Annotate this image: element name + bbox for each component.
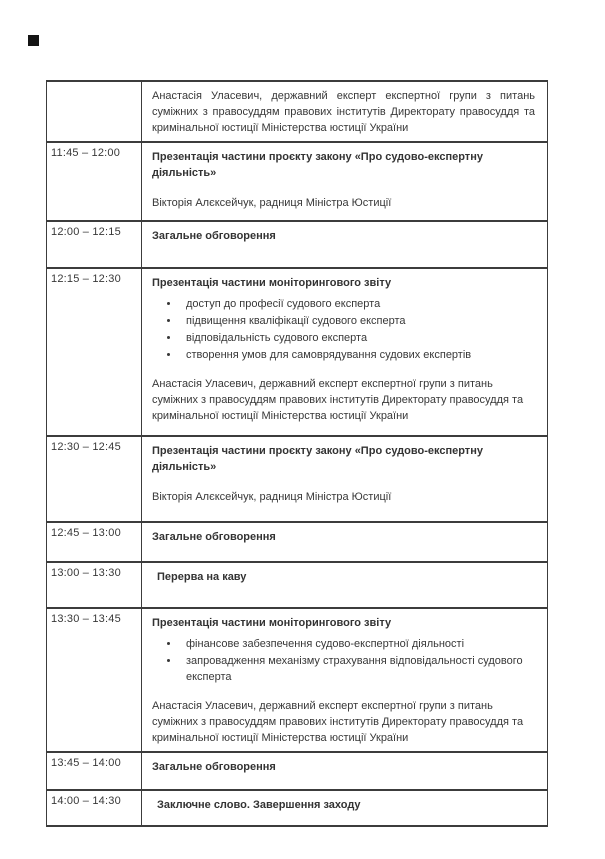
bullet-list	[152, 636, 535, 685]
bullet-item: • підвищення кваліфікації судового експерта	[180, 313, 535, 329]
bullet-item: • фінансове забезпечення судово-експертної діяльності	[180, 636, 535, 652]
bullet-item: • створення умов для самоврядування судових експертів	[180, 347, 535, 363]
time-cell: 13:30 – 13:45	[47, 608, 142, 752]
session-cell	[142, 562, 548, 608]
table-row	[47, 752, 548, 790]
session-cell	[142, 608, 548, 752]
session-cell	[142, 142, 548, 221]
table-row	[47, 608, 548, 752]
expert-paragraph: Анастасія Уласевич, державний експерт експертної групи з питань суміжних з правосуддям правових інститутів Директорату правосуддя та кримінальної юстиції Міністерства юстиції України	[152, 90, 535, 134]
session-title: Презентація частини моніторингового звіту	[152, 617, 392, 629]
table-row	[47, 562, 548, 608]
time-cell: 12:00 – 12:15	[47, 221, 142, 268]
time-cell: 12:30 – 12:45	[47, 436, 142, 522]
session-title: Презентація частини моніторингового звіту	[152, 277, 392, 289]
session-title: Презентація частини проєкту закону «Про судово-експертну діяльність»	[152, 151, 483, 179]
session-cell	[142, 436, 548, 522]
table-row	[47, 436, 548, 522]
table-row	[47, 142, 548, 221]
bullet-list	[152, 296, 535, 363]
speaker-line: Вікторія Алєксейчук, радниця Міністра Юстиції	[152, 491, 392, 503]
time-cell	[47, 81, 142, 142]
session-cell	[142, 752, 548, 790]
expert-paragraph: Анастасія Уласевич, державний експерт експертної групи з питань суміжних з правосуддям правових інститутів Директорату правосуддя та кримінальної юстиції Міністерства юстиції України	[152, 700, 524, 744]
time-cell: 14:00 – 14:30	[47, 790, 142, 826]
table-row	[47, 221, 548, 268]
bullet-item: • запровадження механізму страхування відповідальності судового експерта	[180, 653, 535, 685]
time-cell: 13:00 – 13:30	[47, 562, 142, 608]
session-title: Загальне обговорення	[152, 531, 276, 543]
table-row	[47, 522, 548, 562]
expert-paragraph: Анастасія Уласевич, державний експерт експертної групи з питань суміжних з правосуддям правових інститутів Директорату правосуддя та кримінальної юстиції Міністерства юстиції України	[152, 378, 524, 422]
time-cell: 12:15 – 12:30	[47, 268, 142, 436]
table-row	[47, 81, 548, 142]
session-title: Загальне обговорення	[152, 230, 276, 242]
session-title: Презентація частини проєкту закону «Про судово-експертну діяльність»	[152, 445, 483, 473]
bullet-item: • відповідальність судового експерта	[180, 330, 535, 346]
time-cell: 11:45 – 12:00	[47, 142, 142, 221]
session-cell	[142, 221, 548, 268]
speaker-line: Вікторія Алєксейчук, радниця Міністра Юстиції	[152, 197, 392, 209]
session-cell	[142, 790, 548, 826]
time-cell: 12:45 – 13:00	[47, 522, 142, 562]
time-cell: 13:45 – 14:00	[47, 752, 142, 790]
session-cell	[142, 81, 548, 142]
session-title: Перерва на каву	[157, 571, 247, 583]
session-title: Заключне слово. Завершення заходу	[157, 799, 361, 811]
agenda-table	[46, 80, 548, 827]
table-row	[47, 790, 548, 826]
bullet-item: • доступ до професії судового експерта	[180, 296, 535, 312]
session-cell	[142, 268, 548, 436]
session-title: Загальне обговорення	[152, 761, 276, 773]
corner-mark	[28, 35, 39, 46]
table-row	[47, 268, 548, 436]
session-cell	[142, 522, 548, 562]
